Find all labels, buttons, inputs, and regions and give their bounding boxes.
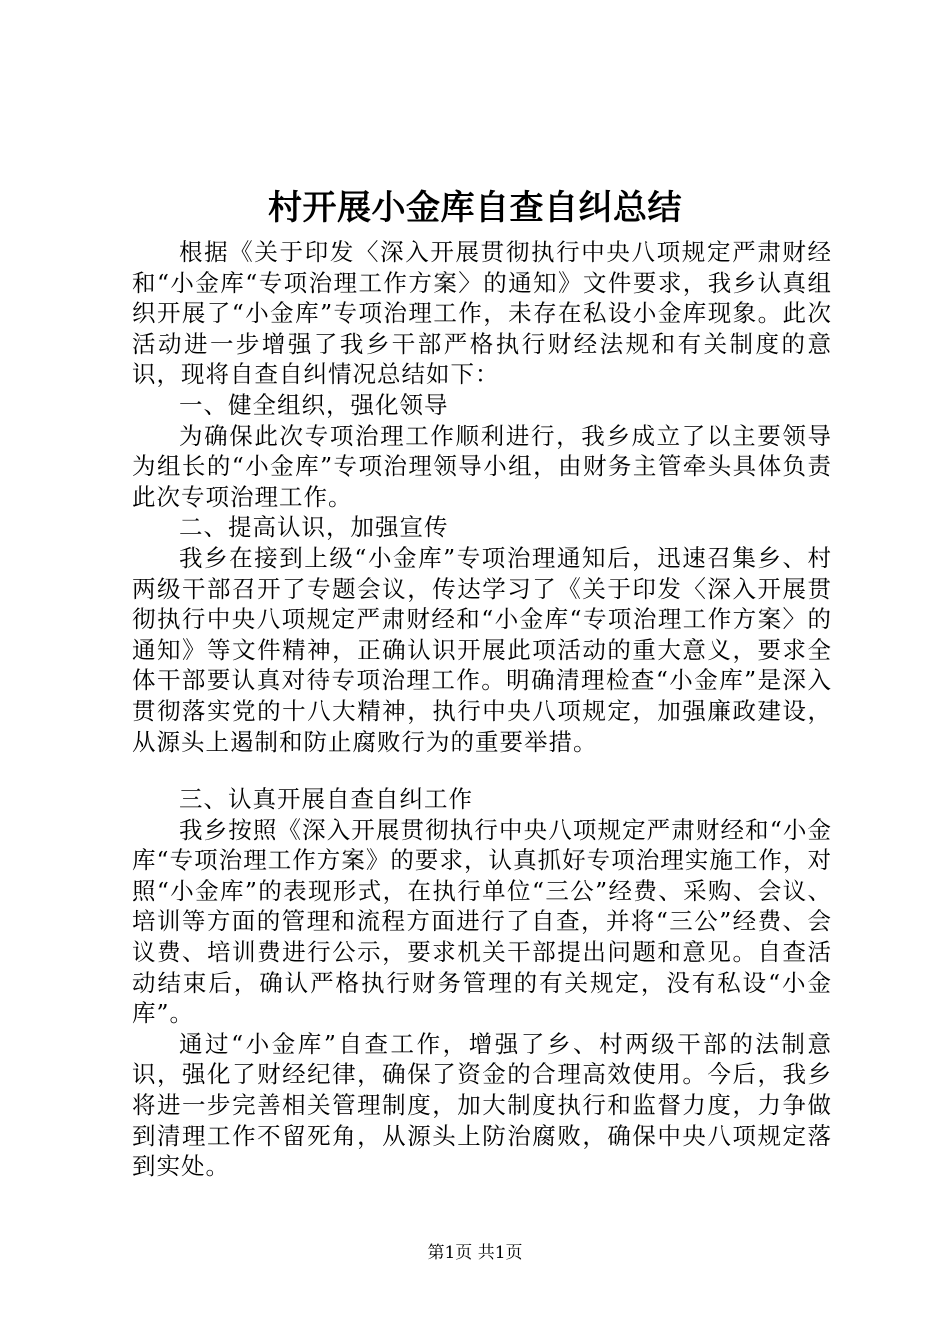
section-heading-3: 三、认真开展自查自纠工作 — [179, 785, 473, 814]
section-3-paragraph: 我乡按照《深入开展贯彻执行中央八项规定严肃财经和“小金库“专项治理工作方案》的要求，认真抓好专项治理实施工作，对照“小金库”的表现形式，在执行单位“三公”经费、采购、会议、培训等方面的管理和流程方面进行了自查，并将“三公”经费、会议费、培训费进行公示，要求机关干部提出问题和意见。自查活动结束后，确认严格执行财务管理的有关规定，没有私设“小金库”。 — [132, 815, 832, 1028]
section-2-paragraph: 我乡在接到上级“小金库”专项治理通知后，迅速召集乡、村两级干部召开了专题会议，传达学习了《关于印发〈深入开展贯彻执行中央八项规定严肃财经和“小金库“专项治理工作方案〉的通知》等文件精神，正确认识开展此项活动的重大意义，要求全体干部要认真对待专项治理工作。明确清理检查“小金库”是深入贯彻落实党的十八大精神，执行中央八项规定，加强廉政建设，从源头上遏制和防止腐败行为的重要举措。 — [132, 543, 832, 756]
intro-paragraph: 根据《关于印发〈深入开展贯彻执行中央八项规定严肃财经和“小金库“专项治理工作方案〉的通知》文件要求，我乡认真组织开展了“小金库”专项治理工作，未存在私设小金库现象。此次活动进一步增强了我乡干部严格执行财经法规和有关制度的意识，现将自查自纠情况总结如下： — [132, 238, 832, 389]
paragraph-spacer — [132, 757, 832, 784]
page-footer: 第1页 共1页 — [427, 1243, 523, 1263]
conclusion-paragraph: 通过“小金库”自查工作，增强了乡、村两级干部的法制意识，强化了财经纪律，确保了资金的合理高效使用。今后，我乡将进一步完善相关管理制度，加大制度执行和监督力度，力争做到清理工作不留死角，从源头上防治腐败，确保中央八项规定落到实处。 — [132, 1029, 832, 1181]
section-heading-1: 一、健全组织，强化领导 — [179, 390, 449, 419]
document-title: 村开展小金库自查自纠总结 — [268, 188, 682, 228]
document-body — [132, 237, 832, 1182]
section-1-paragraph: 为确保此次专项治理工作顺利进行，我乡成立了以主要领导为组长的“小金库”专项治理领导小组，由财务主管牵头具体负责此次专项治理工作。 — [132, 421, 832, 511]
section-heading-2: 二、提高认识，加强宣传 — [179, 513, 449, 542]
